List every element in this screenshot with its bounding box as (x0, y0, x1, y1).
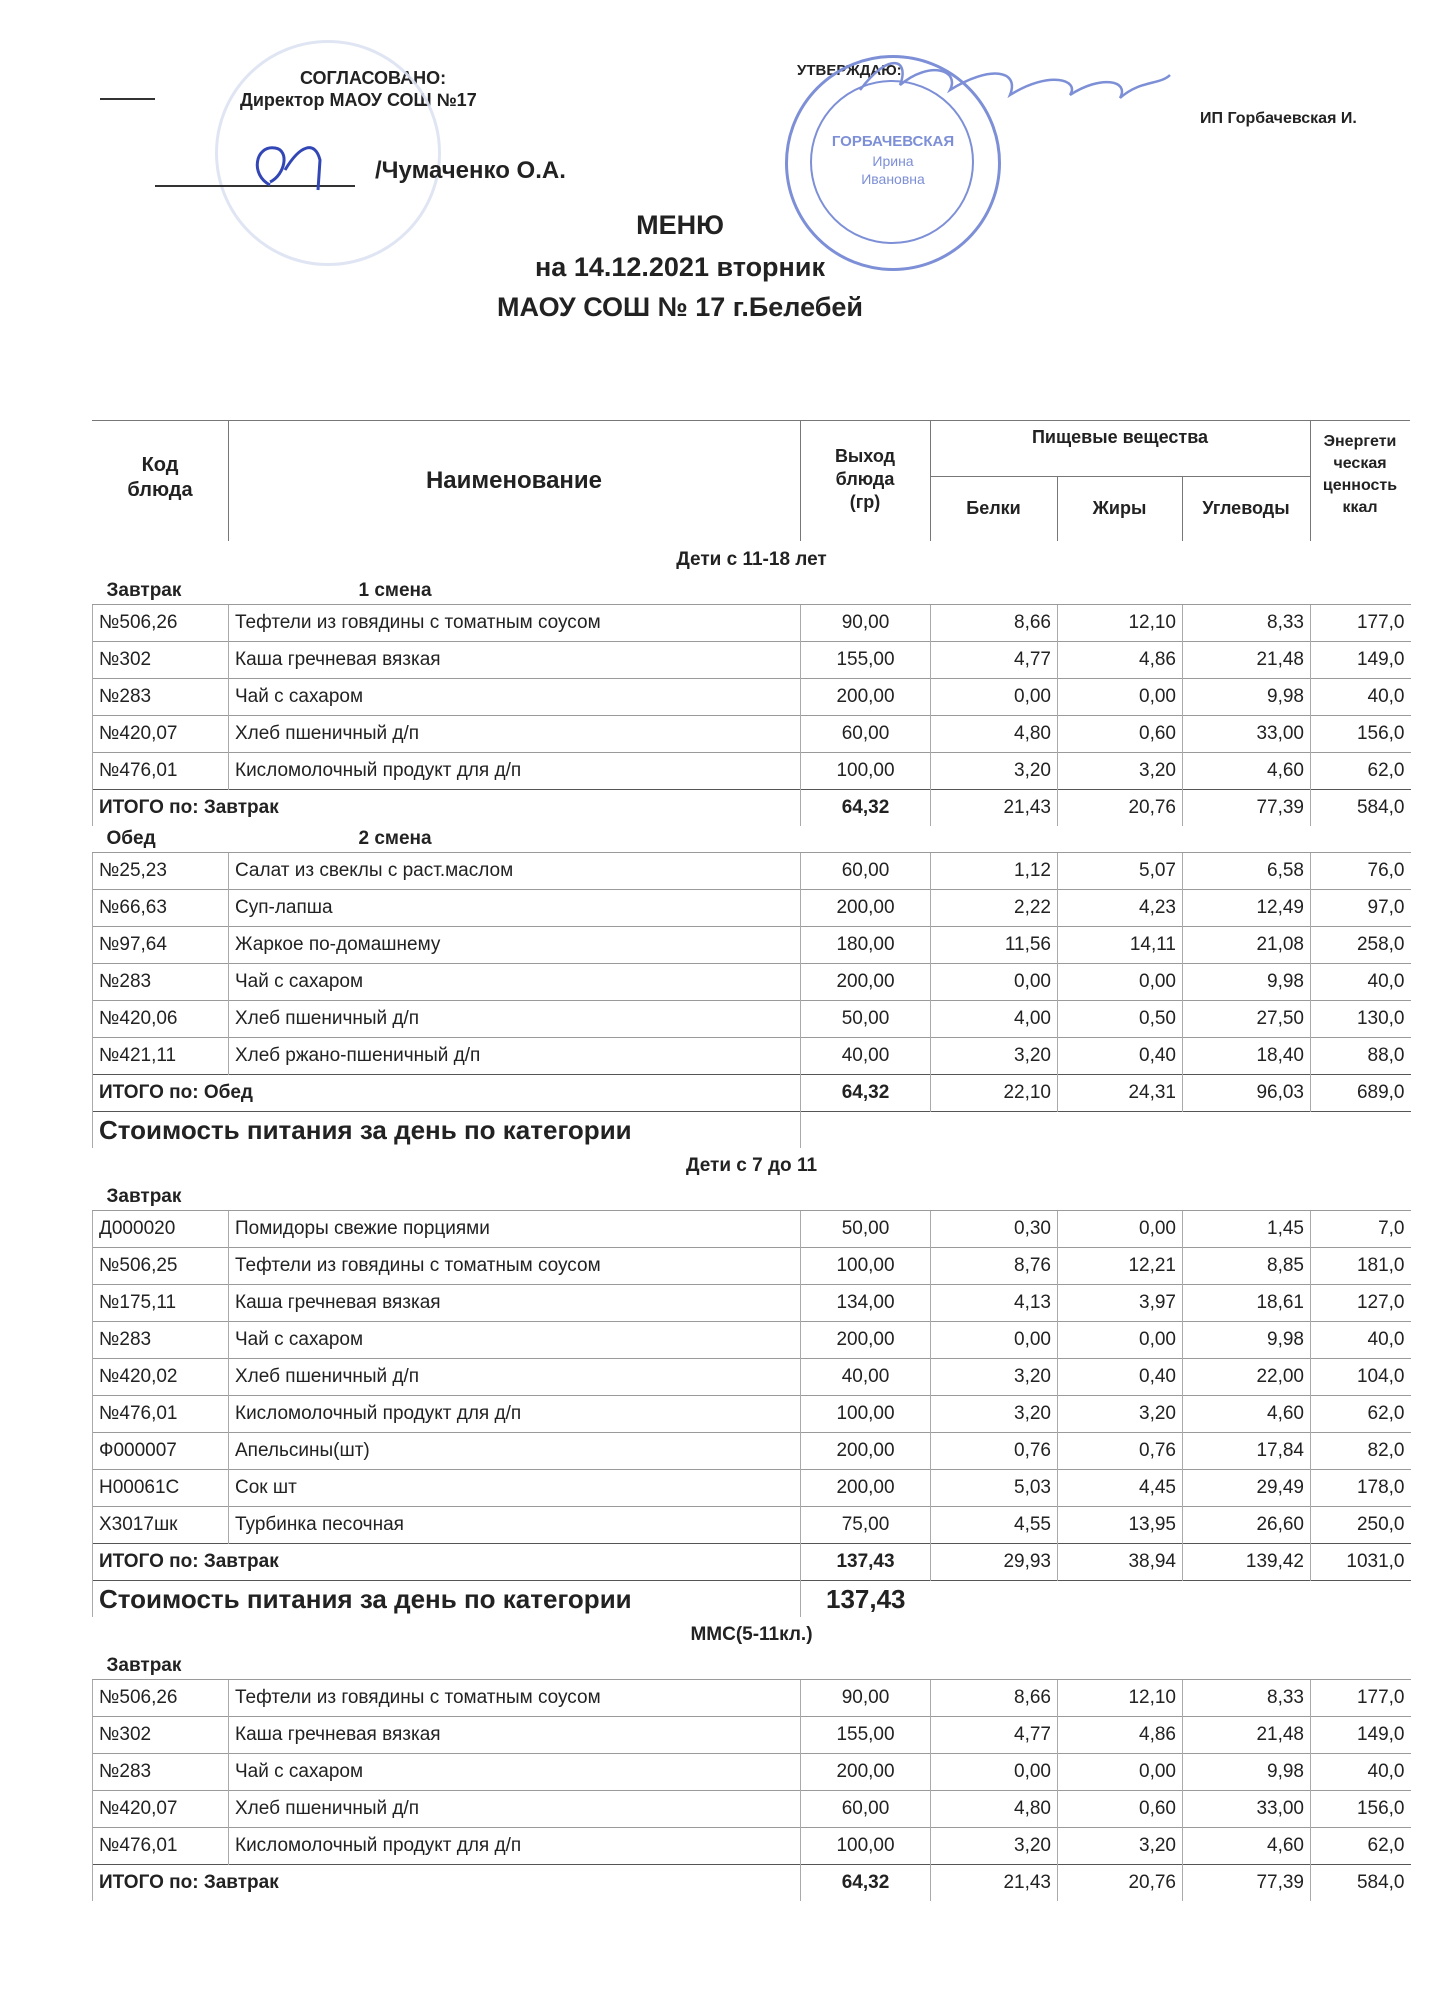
cost-value: 137,43 (801, 1581, 931, 1618)
dish-yield: 200,00 (801, 1322, 931, 1359)
dish-yield: 60,00 (801, 716, 931, 753)
dish-protein: 4,00 (931, 1001, 1058, 1038)
header-energy-3: ценность (1322, 477, 1398, 494)
dish-energy: 97,0 (1311, 890, 1411, 927)
dish-code: №420,07 (93, 716, 229, 753)
dish-fat: 0,60 (1058, 716, 1183, 753)
approval-left-title: СОГЛАСОВАНО: (300, 68, 447, 88)
dish-name: Тефтели из говядины с томатным соусом (229, 1680, 801, 1717)
dish-energy: 258,0 (1311, 927, 1411, 964)
total-fat: 20,76 (1058, 790, 1183, 827)
dish-name: Суп-лапша (229, 890, 801, 927)
dish-code: №476,01 (93, 753, 229, 790)
dish-name: Кисломолочный продукт для д/п (229, 1828, 801, 1865)
dish-yield: 155,00 (801, 642, 931, 679)
meal-label: Завтрак (106, 1186, 182, 1207)
shift-label (229, 1653, 1411, 1680)
dish-carbs: 22,00 (1183, 1359, 1311, 1396)
dish-protein: 3,20 (931, 1359, 1058, 1396)
dish-fat: 0,60 (1058, 1791, 1183, 1828)
dish-code: №476,01 (93, 1828, 229, 1865)
approval-left-role: Директор МАОУ СОШ №17 (240, 90, 477, 110)
dish-carbs: 8,33 (1183, 1680, 1311, 1717)
dish-name: Хлеб пшеничный д/п (229, 1001, 801, 1038)
dish-energy: 40,0 (1311, 1754, 1411, 1791)
dish-code: №476,01 (93, 1396, 229, 1433)
total-row (93, 1075, 1411, 1112)
dish-code: №25,23 (93, 853, 229, 890)
dish-protein: 4,77 (931, 1717, 1058, 1754)
dish-fat: 14,11 (1058, 927, 1183, 964)
dish-protein: 3,20 (931, 753, 1058, 790)
dish-code: Ф000007 (93, 1433, 229, 1470)
shift-label: 2 смена (358, 828, 432, 849)
table-row (93, 1359, 1411, 1396)
table-row (93, 679, 1411, 716)
dish-yield: 40,00 (801, 1038, 931, 1075)
dish-code: №175,11 (93, 1285, 229, 1322)
dash-line (100, 98, 155, 100)
dish-carbs: 8,85 (1183, 1248, 1311, 1285)
dish-name: Хлеб пшеничный д/п (229, 1791, 801, 1828)
dish-protein: 1,12 (931, 853, 1058, 890)
dish-yield: 200,00 (801, 1470, 931, 1507)
dish-code: №420,06 (93, 1001, 229, 1038)
dish-code: №283 (93, 679, 229, 716)
dish-fat: 0,40 (1058, 1359, 1183, 1396)
dish-code: №506,25 (93, 1248, 229, 1285)
table-row (93, 1717, 1411, 1754)
dish-yield: 100,00 (801, 753, 931, 790)
dish-protein: 5,03 (931, 1470, 1058, 1507)
table-row (93, 890, 1411, 927)
total-carbs: 96,03 (1183, 1075, 1311, 1112)
dish-protein: 4,80 (931, 716, 1058, 753)
cost-label: Стоимость питания за день по категории (93, 1112, 801, 1149)
total-yield: 137,43 (801, 1544, 931, 1581)
dish-energy: 62,0 (1311, 1396, 1411, 1433)
dish-fat: 0,40 (1058, 1038, 1183, 1075)
dish-fat: 3,20 (1058, 1396, 1183, 1433)
dish-code: №421,11 (93, 1038, 229, 1075)
dish-name: Хлеб пшеничный д/п (229, 716, 801, 753)
section-title: Дети с 7 до 11 (685, 1155, 818, 1176)
dish-name: Чай с сахаром (229, 1322, 801, 1359)
dish-carbs: 6,58 (1183, 853, 1311, 890)
total-protein: 21,43 (931, 790, 1058, 827)
table-row (93, 1470, 1411, 1507)
dish-code: №97,64 (93, 927, 229, 964)
dish-fat: 5,07 (1058, 853, 1183, 890)
dish-yield: 134,00 (801, 1285, 931, 1322)
dish-carbs: 9,98 (1183, 679, 1311, 716)
dish-code: №283 (93, 964, 229, 1001)
shift-label: 1 смена (358, 580, 432, 601)
dish-name: Каша гречневая вязкая (229, 1717, 801, 1754)
dish-protein: 11,56 (931, 927, 1058, 964)
total-energy: 689,0 (1311, 1075, 1411, 1112)
dish-carbs: 21,48 (1183, 642, 1311, 679)
header-energy-4: ккал (1342, 499, 1378, 516)
dish-fat: 0,50 (1058, 1001, 1183, 1038)
table-row (93, 1396, 1411, 1433)
dish-protein: 0,76 (931, 1433, 1058, 1470)
total-fat: 20,76 (1058, 1865, 1183, 1902)
dish-fat: 4,23 (1058, 890, 1183, 927)
dish-carbs: 9,98 (1183, 1322, 1311, 1359)
dish-carbs: 21,48 (1183, 1717, 1311, 1754)
approval-right-signer: ИП Горбачевская И. (1200, 110, 1357, 127)
dish-energy: 104,0 (1311, 1359, 1411, 1396)
dish-fat: 3,20 (1058, 753, 1183, 790)
header-yield-1: Выход (834, 446, 896, 466)
total-energy: 584,0 (1311, 790, 1411, 827)
dish-yield: 155,00 (801, 1717, 931, 1754)
dish-energy: 177,0 (1311, 1680, 1411, 1717)
dish-protein: 4,13 (931, 1285, 1058, 1322)
dish-energy: 130,0 (1311, 1001, 1411, 1038)
dish-yield: 90,00 (801, 605, 931, 642)
dish-code: Н00061С (93, 1470, 229, 1507)
dish-fat: 3,20 (1058, 1828, 1183, 1865)
table-row (93, 1001, 1411, 1038)
dish-fat: 12,10 (1058, 1680, 1183, 1717)
dish-carbs: 4,60 (1183, 1828, 1311, 1865)
table-row (93, 1211, 1411, 1248)
dish-yield: 100,00 (801, 1828, 931, 1865)
total-row (93, 1544, 1411, 1581)
header-name: Наименование (425, 467, 603, 494)
dish-yield: 200,00 (801, 890, 931, 927)
meal-label: Обед (106, 828, 156, 849)
dish-protein: 0,30 (931, 1211, 1058, 1248)
meal-label: Завтрак (106, 1655, 182, 1676)
dish-name: Чай с сахаром (229, 964, 801, 1001)
stamp-text-1: ГОРБАЧЕВСКАЯ (831, 133, 955, 150)
entrepreneur-signature (850, 40, 1180, 120)
cost-filler (931, 1112, 1411, 1149)
dish-energy: 40,0 (1311, 964, 1411, 1001)
total-fat: 38,94 (1058, 1544, 1183, 1581)
dish-carbs: 27,50 (1183, 1001, 1311, 1038)
dish-fat: 12,21 (1058, 1248, 1183, 1285)
dish-name: Тефтели из говядины с томатным соусом (229, 605, 801, 642)
dish-fat: 12,10 (1058, 605, 1183, 642)
table-row (93, 605, 1411, 642)
dish-carbs: 9,98 (1183, 1754, 1311, 1791)
dish-yield: 200,00 (801, 964, 931, 1001)
table-row (93, 1433, 1411, 1470)
total-carbs: 77,39 (1183, 1865, 1311, 1902)
total-energy: 584,0 (1311, 1865, 1411, 1902)
dish-name: Сок шт (229, 1470, 801, 1507)
dish-name: Чай с сахаром (229, 1754, 801, 1791)
dish-yield: 200,00 (801, 1433, 931, 1470)
menu-title: МЕНЮ (636, 210, 724, 240)
dish-energy: 40,0 (1311, 1322, 1411, 1359)
dish-protein: 8,66 (931, 605, 1058, 642)
header-code-1: Код (141, 454, 179, 476)
table-row (93, 1507, 1411, 1544)
dish-name: Хлеб пшеничный д/п (229, 1359, 801, 1396)
dish-carbs: 9,98 (1183, 964, 1311, 1001)
total-label: ИТОГО по: Завтрак (93, 1544, 801, 1581)
dish-name: Апельсины(шт) (229, 1433, 801, 1470)
dish-carbs: 18,40 (1183, 1038, 1311, 1075)
dish-protein: 4,80 (931, 1791, 1058, 1828)
dish-carbs: 21,08 (1183, 927, 1311, 964)
dish-energy: 181,0 (1311, 1248, 1411, 1285)
approval-right-title: УТВЕРЖДАЮ: (797, 62, 902, 79)
dish-carbs: 29,49 (1183, 1470, 1311, 1507)
header-fat: Жиры (1092, 498, 1147, 518)
dish-name: Кисломолочный продукт для д/п (229, 753, 801, 790)
dish-fat: 4,86 (1058, 1717, 1183, 1754)
table-row (93, 1248, 1411, 1285)
header-nutrients: Пищевые вещества (1031, 427, 1209, 447)
header-energy-2: ческая (1333, 455, 1387, 472)
cost-label: Стоимость питания за день по категории (93, 1581, 801, 1618)
dish-carbs: 17,84 (1183, 1433, 1311, 1470)
header-protein: Белки (966, 498, 1021, 518)
table-row (93, 853, 1411, 890)
total-protein: 29,93 (931, 1544, 1058, 1581)
dish-carbs: 4,60 (1183, 753, 1311, 790)
dish-protein: 2,22 (931, 890, 1058, 927)
table-row (93, 1038, 1411, 1075)
dish-fat: 0,00 (1058, 964, 1183, 1001)
dish-energy: 82,0 (1311, 1433, 1411, 1470)
table-row (93, 1791, 1411, 1828)
dish-protein: 8,76 (931, 1248, 1058, 1285)
total-fat: 24,31 (1058, 1075, 1183, 1112)
dish-fat: 0,00 (1058, 1754, 1183, 1791)
dish-protein: 0,00 (931, 1322, 1058, 1359)
dish-yield: 50,00 (801, 1001, 931, 1038)
dish-protein: 4,77 (931, 642, 1058, 679)
total-yield: 64,32 (801, 790, 931, 827)
dish-energy: 127,0 (1311, 1285, 1411, 1322)
dish-fat: 0,00 (1058, 1322, 1183, 1359)
dish-protein: 8,66 (931, 1680, 1058, 1717)
dish-energy: 156,0 (1311, 1791, 1411, 1828)
dish-energy: 88,0 (1311, 1038, 1411, 1075)
shift-label (229, 1184, 1411, 1211)
table-row (93, 753, 1411, 790)
menu-table (92, 542, 1411, 1901)
dish-energy: 149,0 (1311, 642, 1411, 679)
stamp-text-2: Ирина (872, 153, 914, 169)
dish-name: Кисломолочный продукт для д/п (229, 1396, 801, 1433)
dish-energy: 156,0 (1311, 716, 1411, 753)
menu-date: на 14.12.2021 вторник (535, 252, 825, 282)
dish-code: №506,26 (93, 605, 229, 642)
dish-code: №283 (93, 1754, 229, 1791)
dish-code: Д000020 (93, 1211, 229, 1248)
dish-code: №302 (93, 642, 229, 679)
dish-fat: 13,95 (1058, 1507, 1183, 1544)
dish-energy: 178,0 (1311, 1470, 1411, 1507)
total-yield: 64,32 (801, 1865, 931, 1902)
stamp-text-3: Ивановна (861, 171, 925, 187)
table-header (92, 420, 1410, 541)
dish-carbs: 4,60 (1183, 1396, 1311, 1433)
dish-yield: 100,00 (801, 1248, 931, 1285)
dish-protein: 0,00 (931, 964, 1058, 1001)
dish-protein: 3,20 (931, 1038, 1058, 1075)
dish-code: №66,63 (93, 890, 229, 927)
table-row (93, 1285, 1411, 1322)
table-row (93, 1828, 1411, 1865)
dish-name: Чай с сахаром (229, 679, 801, 716)
dish-yield: 200,00 (801, 1754, 931, 1791)
dish-energy: 7,0 (1311, 1211, 1411, 1248)
dish-carbs: 12,49 (1183, 890, 1311, 927)
total-row (93, 1865, 1411, 1902)
total-label: ИТОГО по: Завтрак (93, 1865, 801, 1902)
dish-name: Каша гречневая вязкая (229, 642, 801, 679)
dish-yield: 60,00 (801, 1791, 931, 1828)
dish-carbs: 33,00 (1183, 1791, 1311, 1828)
dish-energy: 149,0 (1311, 1717, 1411, 1754)
dish-carbs: 8,33 (1183, 605, 1311, 642)
table-row (93, 716, 1411, 753)
total-energy: 1031,0 (1311, 1544, 1411, 1581)
total-label: ИТОГО по: Завтрак (93, 790, 801, 827)
cost-value (801, 1112, 931, 1149)
table-row (93, 927, 1411, 964)
section-title: ММС(5-11кл.) (690, 1624, 813, 1645)
table-row (93, 964, 1411, 1001)
dish-protein: 3,20 (931, 1828, 1058, 1865)
section-title: Дети с 11-18 лет (676, 549, 827, 570)
table-row (93, 1754, 1411, 1791)
cost-filler (931, 1581, 1411, 1618)
total-protein: 21,43 (931, 1865, 1058, 1902)
dish-yield: 40,00 (801, 1359, 931, 1396)
dish-fat: 3,97 (1058, 1285, 1183, 1322)
total-label: ИТОГО по: Обед (93, 1075, 801, 1112)
dish-energy: 40,0 (1311, 679, 1411, 716)
table-row (93, 1322, 1411, 1359)
dish-energy: 250,0 (1311, 1507, 1411, 1544)
dish-carbs: 18,61 (1183, 1285, 1311, 1322)
dish-name: Каша гречневая вязкая (229, 1285, 801, 1322)
meal-label: Завтрак (106, 580, 182, 601)
dish-code: №506,26 (93, 1680, 229, 1717)
dish-yield: 50,00 (801, 1211, 931, 1248)
table-row (93, 1680, 1411, 1717)
dish-energy: 76,0 (1311, 853, 1411, 890)
menu-school: МАОУ СОШ № 17 г.Белебей (496, 292, 864, 322)
dish-yield: 100,00 (801, 1396, 931, 1433)
dish-protein: 4,55 (931, 1507, 1058, 1544)
dish-code: №283 (93, 1322, 229, 1359)
dish-carbs: 26,60 (1183, 1507, 1311, 1544)
header-energy-1: Энергети (1323, 433, 1397, 450)
dish-name: Салат из свеклы с раст.маслом (229, 853, 801, 890)
dish-fat: 0,00 (1058, 679, 1183, 716)
dish-protein: 0,00 (931, 679, 1058, 716)
dish-yield: 90,00 (801, 1680, 931, 1717)
dish-energy: 62,0 (1311, 1828, 1411, 1865)
dish-name: Тефтели из говядины с томатным соусом (229, 1248, 801, 1285)
dish-code: №420,07 (93, 1791, 229, 1828)
dish-fat: 0,76 (1058, 1433, 1183, 1470)
dish-yield: 180,00 (801, 927, 931, 964)
dish-fat: 4,45 (1058, 1470, 1183, 1507)
total-yield: 64,32 (801, 1075, 931, 1112)
dish-name: Жаркое по-домашнему (229, 927, 801, 964)
dish-protein: 0,00 (931, 1754, 1058, 1791)
dish-energy: 62,0 (1311, 753, 1411, 790)
header-carbs: Углеводы (1202, 498, 1290, 518)
header-yield-2: блюда (835, 469, 895, 489)
total-carbs: 77,39 (1183, 790, 1311, 827)
total-carbs: 139,42 (1183, 1544, 1311, 1581)
header-code-2: блюда (127, 479, 193, 501)
dish-carbs: 1,45 (1183, 1211, 1311, 1248)
dish-fat: 4,86 (1058, 642, 1183, 679)
dish-yield: 75,00 (801, 1507, 931, 1544)
dish-name: Хлеб ржано-пшеничный д/п (229, 1038, 801, 1075)
total-row (93, 790, 1411, 827)
dish-name: Помидоры свежие порциями (229, 1211, 801, 1248)
director-signature (240, 130, 360, 200)
dish-carbs: 33,00 (1183, 716, 1311, 753)
total-protein: 22,10 (931, 1075, 1058, 1112)
dish-code: №420,02 (93, 1359, 229, 1396)
dish-protein: 3,20 (931, 1396, 1058, 1433)
table-row (93, 642, 1411, 679)
header-yield-3: (гр) (849, 492, 881, 512)
dish-name: Турбинка песочная (229, 1507, 801, 1544)
dish-fat: 0,00 (1058, 1211, 1183, 1248)
dish-energy: 177,0 (1311, 605, 1411, 642)
dish-yield: 60,00 (801, 853, 931, 890)
dish-code: №302 (93, 1717, 229, 1754)
dish-code: Х3017шк (93, 1507, 229, 1544)
dish-yield: 200,00 (801, 679, 931, 716)
approval-left-signer: /Чумаченко О.А. (375, 157, 566, 184)
